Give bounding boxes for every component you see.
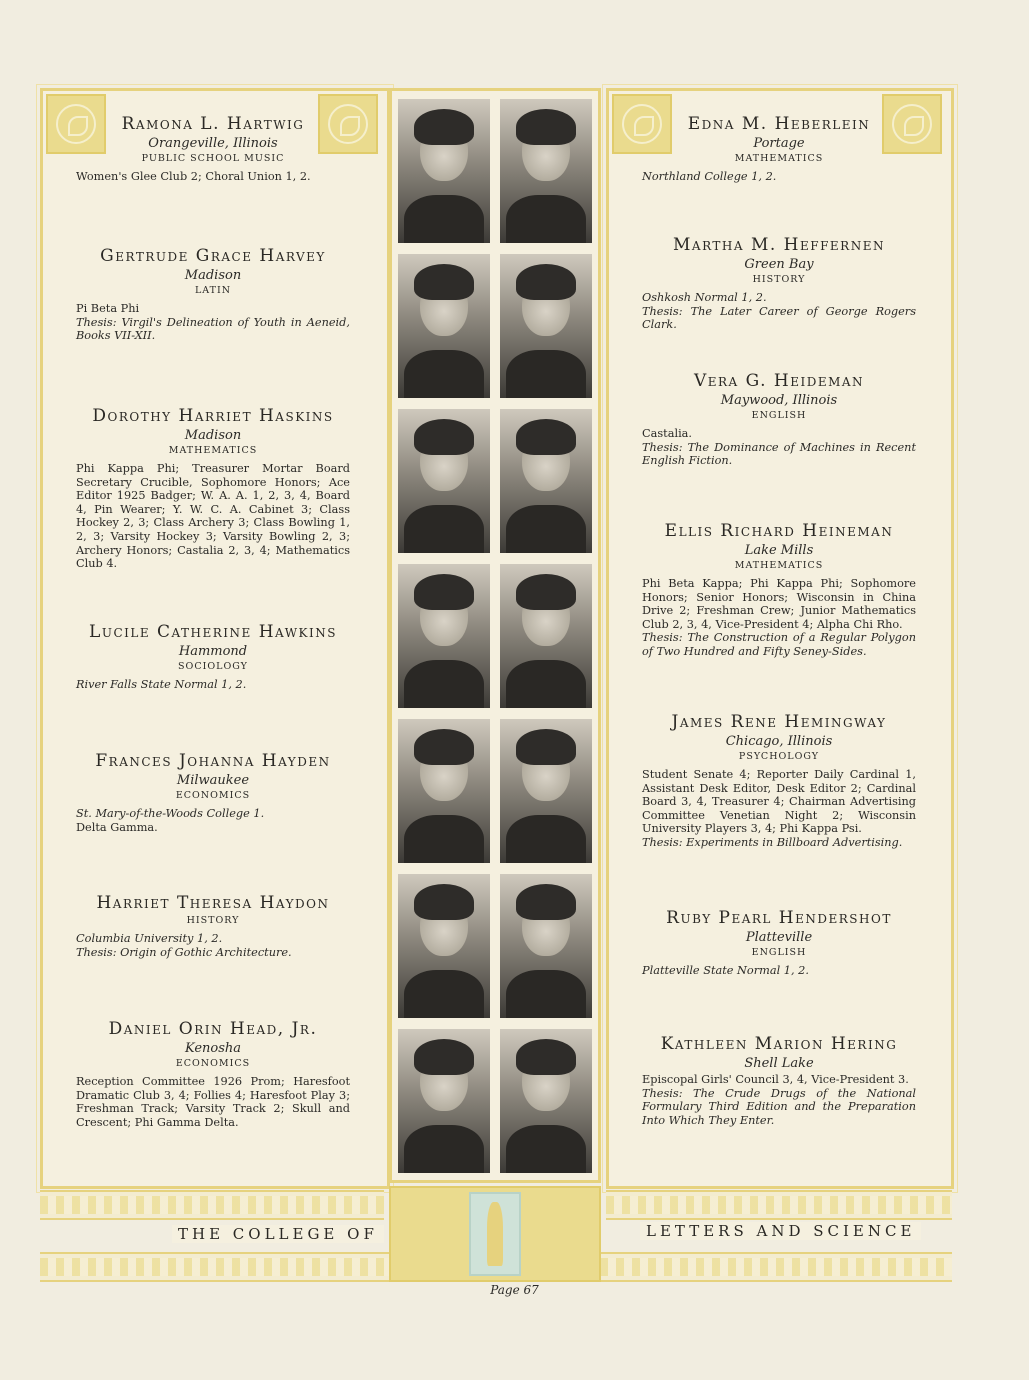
- activities: Phi Kappa Phi; Treasurer Mortar Board Secretary Crucible, Sophomore Honors; Ace Editor 1925 Badger; W. A. A. 1, 2, 3, 4, Board 4, Pin Wearer; Y. W. C. A. Cabinet 3; Class Hockey 2, 3; Class Archery 3; Class Bowling 1, 2, 3; Varsity Hockey 3; Varsity Bowling 2, 3; Archery Honors; Castalia 2, 3, 4; Mathematics Club 4.: [76, 462, 350, 571]
- footer-band-upper-right: [606, 1190, 952, 1220]
- statue-emblem: [469, 1192, 521, 1276]
- entry-right-5: [642, 908, 916, 978]
- entry-left-1: [76, 246, 350, 343]
- activities: Phi Beta Kappa; Phi Kappa Phi; Sophomore Honors; Senior Honors; Wisconsin in China Drive 2; Freshman Crew; Junior Mathematics Club 2, 3, 4, Vice-President 4; Alpha Chi Rho.: [642, 577, 916, 631]
- portrait-photo: [398, 409, 490, 553]
- prior-school: Columbia University 1, 2.: [76, 932, 223, 945]
- footer-band-upper-left: [40, 1190, 384, 1220]
- entry-right-4: [642, 712, 916, 850]
- photo-column: [389, 88, 601, 1183]
- major: SOCIOLOGY: [178, 661, 248, 672]
- activities: Castalia.: [642, 427, 693, 440]
- major: PSYCHOLOGY: [738, 751, 820, 762]
- hometown: Madison: [184, 428, 242, 443]
- entry-left-6: [76, 1019, 350, 1129]
- entry-left-4: [76, 751, 350, 834]
- major: PUBLIC SCHOOL MUSIC: [141, 153, 285, 164]
- portrait-photo: [398, 874, 490, 1018]
- prior-school: Oshkosh Normal 1, 2.: [642, 291, 767, 304]
- hometown: Green Bay: [744, 257, 814, 272]
- student-name: Daniel Orin Head, Jr.: [108, 1019, 318, 1039]
- major: ENGLISH: [751, 947, 807, 958]
- hometown: Chicago, Illinois: [725, 734, 833, 749]
- portrait-photo: [398, 99, 490, 243]
- thesis: Thesis: Experiments in Billboard Advertising.: [642, 835, 903, 849]
- major: ECONOMICS: [175, 790, 251, 801]
- major: MATHEMATICS: [734, 153, 824, 164]
- entry-left-2: [76, 406, 350, 571]
- major: HISTORY: [186, 915, 240, 926]
- major: LATIN: [194, 285, 232, 296]
- prior-school: St. Mary-of-the-Woods College 1.: [76, 807, 265, 820]
- activities: Delta Gamma.: [76, 820, 158, 834]
- entry-right-6: [642, 1034, 916, 1127]
- student-name: Ellis Richard Heineman: [664, 521, 894, 541]
- footer-right-label: LETTERS AND SCIENCE: [640, 1222, 921, 1240]
- prior-school: Platteville State Normal 1, 2.: [642, 964, 809, 977]
- entry-right-0: [642, 114, 916, 184]
- hometown: Kenosha: [184, 1041, 242, 1056]
- portrait-photo: [500, 99, 592, 243]
- student-name: Kathleen Marion Hering: [660, 1034, 898, 1054]
- prior-school: Northland College 1, 2.: [642, 170, 777, 183]
- entry-right-2: [642, 371, 916, 468]
- major: ENGLISH: [751, 410, 807, 421]
- student-name: Frances Johanna Hayden: [95, 751, 331, 771]
- student-name: Harriet Theresa Haydon: [96, 893, 330, 913]
- student-name: Dorothy Harriet Haskins: [92, 406, 334, 426]
- hometown: Madison: [184, 268, 242, 283]
- entry-right-1: [642, 235, 916, 332]
- portrait-photo: [500, 719, 592, 863]
- thesis: Thesis: The Crude Drugs of the National Formulary Third Edition and the Preparation Into Which They Enter.: [642, 1086, 916, 1127]
- major: HISTORY: [752, 274, 806, 285]
- portrait-photo: [398, 254, 490, 398]
- center-ornament: [389, 1186, 601, 1282]
- page-number: Page 67: [490, 1283, 539, 1297]
- major: MATHEMATICS: [734, 560, 824, 571]
- hometown: Milwaukee: [176, 773, 250, 788]
- hometown: Portage: [753, 136, 805, 151]
- thesis: Thesis: Origin of Gothic Architecture.: [76, 945, 292, 959]
- footer-left-label: THE COLLEGE OF: [172, 1225, 384, 1243]
- student-name: Ruby Pearl Hendershot: [666, 908, 892, 928]
- entry-left-5: [76, 893, 350, 959]
- portrait-photo: [500, 1029, 592, 1173]
- thesis: Thesis: The Later Career of George Rogers Clark.: [642, 304, 916, 332]
- hometown: Orangeville, Illinois: [148, 136, 278, 151]
- student-name: Vera G. Heideman: [693, 371, 865, 391]
- student-name: Lucile Catherine Hawkins: [89, 622, 337, 642]
- portrait-photo: [398, 1029, 490, 1173]
- activities: Women's Glee Club 2; Choral Union 1, 2.: [76, 170, 311, 183]
- thesis: Thesis: The Construction of a Regular Polygon of Two Hundred and Fifty Seney-Sides.: [642, 631, 916, 658]
- prior-school: River Falls State Normal 1, 2.: [76, 678, 247, 691]
- student-name: James Rene Hemingway: [671, 712, 887, 732]
- hometown: Maywood, Illinois: [720, 393, 838, 408]
- hometown: Shell Lake: [744, 1056, 814, 1071]
- activities: Pi Beta Phi: [76, 302, 140, 315]
- portrait-photo: [500, 409, 592, 553]
- portrait-photo: [500, 874, 592, 1018]
- entry-left-3: [76, 622, 350, 692]
- thesis: Thesis: The Dominance of Machines in Recent English Fiction.: [642, 440, 916, 468]
- student-name: Martha M. Heffernen: [673, 235, 885, 255]
- portrait-photo: [398, 564, 490, 708]
- activities: Episcopal Girls' Council 3, 4, Vice-President 3.: [642, 1073, 909, 1086]
- activities: Reception Committee 1926 Prom; Haresfoot Dramatic Club 3, 4; Follies 4; Haresfoot Play 3; Freshman Track; Varsity Track 2; Skull and Crescent; Phi Gamma Delta.: [76, 1075, 350, 1129]
- student-name: Gertrude Grace Harvey: [100, 246, 326, 266]
- thesis: Thesis: Virgil's Delineation of Youth in Aeneid, Books VII-XII.: [76, 315, 350, 343]
- hometown: Lake Mills: [744, 543, 814, 558]
- student-name: Edna M. Heberlein: [687, 114, 871, 134]
- major: MATHEMATICS: [168, 445, 258, 456]
- portrait-photo: [500, 254, 592, 398]
- portrait-photo: [398, 719, 490, 863]
- entry-left-0: [76, 114, 350, 184]
- hometown: Platteville: [745, 930, 813, 945]
- activities: Student Senate 4; Reporter Daily Cardinal 1, Assistant Desk Editor, Desk Editor 2; Cardinal Board 3, 4, Treasurer 4; Chairman Advertising Committee Venetian Night 2; Wisconsin University Players 3, 4; Phi Kappa Psi.: [642, 768, 916, 836]
- major: ECONOMICS: [175, 1058, 251, 1069]
- student-name: Ramona L. Hartwig: [121, 114, 305, 134]
- entry-right-3: [642, 521, 916, 659]
- hometown: Hammond: [178, 644, 248, 659]
- portrait-photo: [500, 564, 592, 708]
